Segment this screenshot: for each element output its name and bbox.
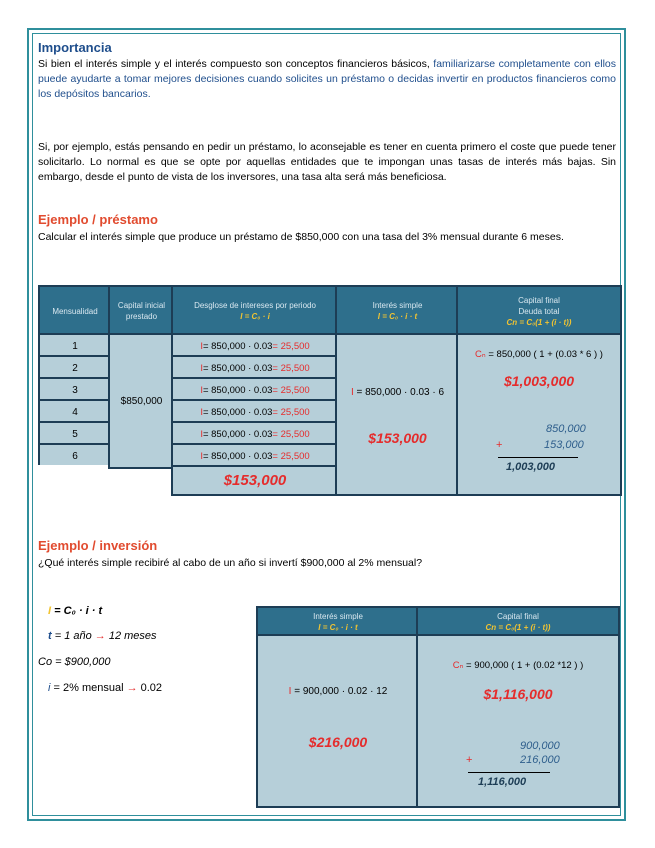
inv-header-interes: Interés simple I = C₀ · i · t	[256, 606, 420, 638]
formula-3: Co = $900,000	[38, 656, 111, 668]
desglose-row: I = 850,000 · 0.03 = 25,500	[171, 355, 339, 381]
inv-simple-formula: I = 900,000 · 0.02 · 12	[288, 686, 388, 697]
final-formula: Cₙ = 850,000 ( 1 + (0.03 * 6 ) )	[475, 349, 603, 360]
month-cell: 2	[38, 355, 112, 381]
formula-2: t = 1 año → 12 meses	[48, 630, 157, 642]
inv-sum-a: 900,000	[520, 740, 560, 752]
inversion-question: ¿Qué interés simple recibiré al cabo de un año si invertí $900,000 al 2% mensual?	[38, 557, 423, 569]
desglose-row: I = 850,000 · 0.03 = 25,500	[171, 399, 339, 425]
inv-sum-total: 1,116,000	[478, 776, 527, 788]
inv-sum-b: 216,000	[520, 754, 560, 766]
capital-final-cell	[456, 333, 622, 496]
header-mensualidad: Mensualidad	[38, 285, 112, 337]
capital-cell: $850,000	[108, 333, 175, 469]
inv-header-final: Capital final Cn = C₀(1 + (i · t))	[416, 606, 620, 638]
prestamo-title: Ejemplo / préstamo	[38, 212, 158, 227]
sum-b: 153,000	[544, 439, 584, 451]
month-cell: 3	[38, 377, 112, 403]
desglose-total: $153,000	[171, 465, 339, 496]
header-desglose: Desglose de intereses por periodo I = C₀ · i	[171, 285, 339, 337]
sum-total: 1,003,000	[506, 461, 555, 473]
formula-4: i = 2% mensual → 0.02	[48, 682, 163, 694]
header-interes-simple: Interés simple I = C₀ · i · t	[335, 285, 460, 337]
simple-result: $153,000	[368, 430, 427, 446]
inv-final-formula: Cₙ = 900,000 ( 1 + (0.02 *12 ) )	[452, 660, 584, 671]
header-capital-final: Capital final Deuda total Cn = C₀(1 + (i · t))	[456, 285, 622, 337]
sum-line	[498, 457, 578, 458]
importancia-title: Importancia	[38, 40, 112, 55]
inv-sum-line	[468, 772, 550, 773]
month-cell: 6	[38, 443, 112, 469]
header-capital: Capital inicial prestado	[108, 285, 175, 337]
prestamo-text: Calcular el interés simple que produce un préstamo de $850,000 con una tasa del 3% mensual durante 6 meses.	[38, 231, 564, 243]
desglose-row: I = 850,000 · 0.03 = 25,500	[171, 333, 339, 359]
month-cell: 1	[38, 333, 112, 359]
desglose-row: I = 850,000 · 0.03 = 25,500	[171, 443, 339, 469]
desglose-row: I = 850,000 · 0.03 = 25,500	[171, 377, 339, 403]
interes-simple-cell	[335, 333, 460, 496]
inversion-title: Ejemplo / inversión	[38, 538, 158, 553]
inv-interes-cell	[256, 634, 420, 808]
inv-sum-plus: +	[466, 754, 473, 766]
sum-plus: +	[496, 439, 503, 451]
inv-final-cell	[416, 634, 620, 808]
desglose-row: I = 850,000 · 0.03 = 25,500	[171, 421, 339, 447]
inv-simple-result: $216,000	[308, 734, 368, 750]
inv-final-result: $1,116,000	[483, 686, 553, 702]
month-cell: 4	[38, 399, 112, 425]
blank-cell	[38, 465, 171, 492]
formula-1: I = C₀ · i · t	[48, 605, 103, 617]
month-cell: 5	[38, 421, 112, 447]
prestamo-table	[38, 285, 618, 492]
simple-formula: I = 850,000 · 0.03 · 6	[350, 387, 445, 398]
final-result: $1,003,000	[503, 373, 575, 389]
importancia-paragraph-1: Si bien el interés simple y el interés compuesto son conceptos financieros básicos, familiarizarse completamente con ellos puede ayudarte a tomar mejores decisiones cuando solicites un préstamo o decidas invertir en productos financieros como los depósitos bancarios.	[38, 58, 616, 100]
sum-a: 850,000	[546, 423, 586, 435]
importancia-paragraph-2: Si, por ejemplo, estás pensando en pedir un préstamo, lo aconsejable es tener en cuenta primero el coste que puede tener solicitarlo. Lo normal es que se opte por aquellas entidades que te impongan unas tasas de interés más bajas. Sin embargo, desde el punto de vista de los inversores, una tasa alta será más beneficiosa.	[38, 141, 616, 183]
inversion-table	[256, 606, 616, 804]
